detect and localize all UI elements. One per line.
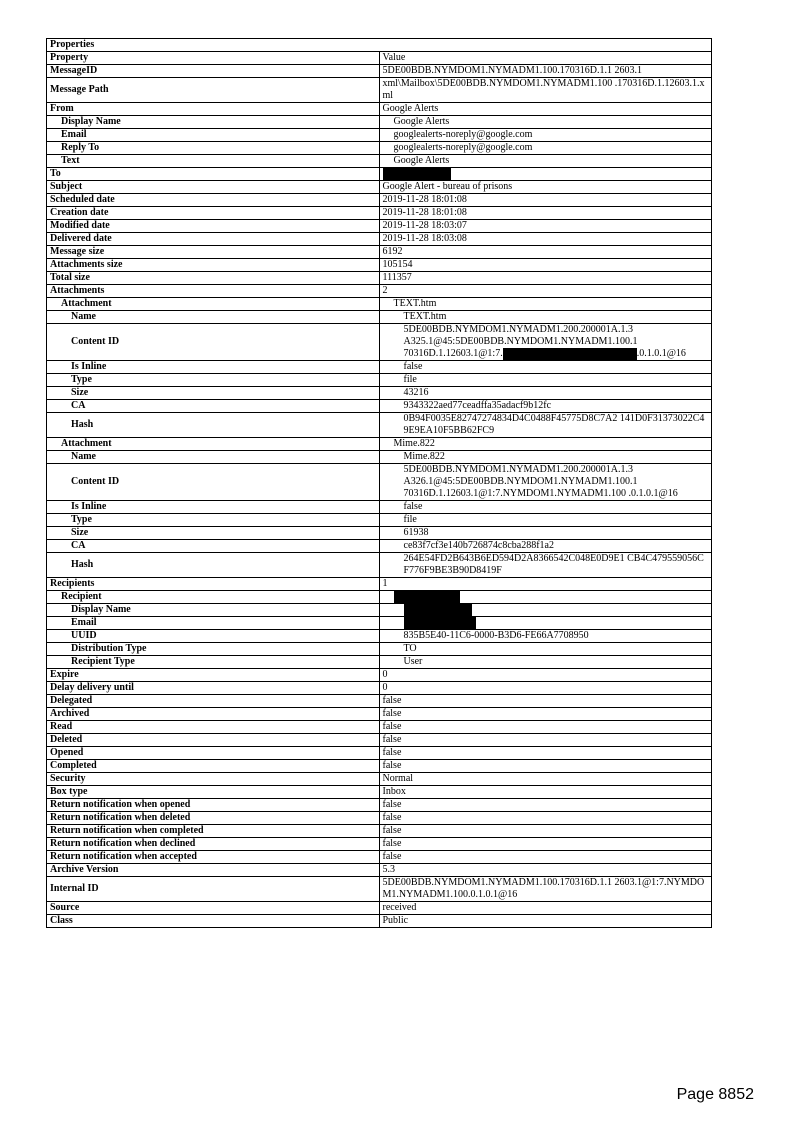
- property-value-text: false: [403, 361, 423, 372]
- property-value: [379, 374, 712, 387]
- property-key: Read: [47, 721, 380, 734]
- property-row: [47, 604, 712, 617]
- property-value-text: Google Alert - bureau of prisons: [382, 181, 513, 192]
- value-line-text: 5DE00BDB.NYMDOM1.NYMADM1.200.200001A.1.3: [403, 324, 633, 335]
- property-key: Class: [47, 915, 380, 928]
- property-row: [47, 501, 712, 514]
- property-key: Attachments: [47, 285, 380, 298]
- property-key: Attachment: [47, 298, 380, 311]
- property-key: Internal ID: [47, 877, 380, 902]
- redaction-bar: [394, 591, 460, 603]
- property-row: [47, 142, 712, 155]
- property-row: [47, 155, 712, 168]
- property-value-text: 0B94F0035E82747274834D4C0488F45775D8C7A2 141D0F31373022C49E9EA10F5BB62FC9: [403, 413, 705, 436]
- property-row: [47, 65, 712, 78]
- property-value-text: 43216: [403, 387, 429, 398]
- property-value: [379, 695, 712, 708]
- property-key: CA: [47, 400, 380, 413]
- property-key: Is Inline: [47, 501, 380, 514]
- property-value: [379, 413, 712, 438]
- property-key: Email: [47, 617, 380, 630]
- value-line-tail: .0.1.0.1@16: [636, 348, 686, 359]
- property-value: [379, 747, 712, 760]
- property-value: [379, 708, 712, 721]
- property-key: Size: [47, 387, 380, 400]
- property-key: Attachments size: [47, 259, 380, 272]
- property-value-text: Mime.822: [403, 451, 445, 462]
- property-value-text: false: [382, 747, 402, 758]
- property-value: [379, 825, 712, 838]
- property-key: Return notification when deleted: [47, 812, 380, 825]
- property-value: [379, 298, 712, 311]
- property-row: [47, 838, 712, 851]
- property-value-text: received: [382, 902, 417, 913]
- property-value-text: file: [403, 514, 417, 525]
- property-value: [379, 578, 712, 591]
- property-row: [47, 116, 712, 129]
- property-value-text: false: [382, 695, 402, 706]
- property-value: [379, 400, 712, 413]
- property-row: [47, 514, 712, 527]
- property-row: [47, 246, 712, 259]
- property-value: [379, 181, 712, 194]
- property-value: [379, 361, 712, 374]
- property-row: [47, 103, 712, 116]
- redaction-bar: [503, 348, 637, 360]
- property-row: [47, 864, 712, 877]
- property-row: [47, 851, 712, 864]
- property-key: From: [47, 103, 380, 116]
- property-row: [47, 78, 712, 103]
- property-value-text: 5.3: [382, 864, 395, 875]
- property-key: Delay delivery until: [47, 682, 380, 695]
- property-value-text: Google Alerts: [393, 155, 450, 166]
- property-value: [379, 902, 712, 915]
- property-row: [47, 272, 712, 285]
- property-row: [47, 311, 712, 324]
- property-value: [379, 116, 712, 129]
- property-value: [379, 501, 712, 514]
- property-key: Hash: [47, 553, 380, 578]
- property-row: [47, 799, 712, 812]
- property-key: Content ID: [47, 464, 380, 501]
- property-value: [379, 553, 712, 578]
- property-key: Box type: [47, 786, 380, 799]
- property-key: Recipient Type: [47, 656, 380, 669]
- property-row: [47, 708, 712, 721]
- property-value: [379, 464, 712, 501]
- property-row: [47, 540, 712, 553]
- property-value: [379, 773, 712, 786]
- property-value: [379, 604, 712, 617]
- property-value-text: User: [403, 656, 423, 667]
- property-value-text: 6192: [382, 246, 403, 257]
- property-key: Archived: [47, 708, 380, 721]
- property-row: [47, 181, 712, 194]
- property-row: [47, 630, 712, 643]
- property-row: [47, 825, 712, 838]
- redaction-bar: [383, 168, 451, 180]
- page-number: Page 8852: [676, 1086, 754, 1103]
- property-key: Email: [47, 129, 380, 142]
- property-row: [47, 760, 712, 773]
- property-key: Is Inline: [47, 361, 380, 374]
- property-value-text: 264E54FD2B643B6ED594D2A8366542C048E0D9E1 CB4C479559056CF776F9BE3B90D8419F: [403, 553, 704, 576]
- property-key: Recipient: [47, 591, 380, 604]
- property-value-text: TEXT.htm: [393, 298, 437, 309]
- property-key: Name: [47, 451, 380, 464]
- property-key: Message size: [47, 246, 380, 259]
- property-value: [379, 734, 712, 747]
- redaction-bar: [404, 617, 476, 629]
- property-row: [47, 324, 712, 361]
- property-value: [379, 877, 712, 902]
- property-value-text: false: [382, 734, 402, 745]
- property-value-text: Inbox: [382, 786, 406, 797]
- property-key: Property: [47, 52, 380, 65]
- property-value-text: 0: [382, 682, 388, 693]
- property-value: [379, 194, 712, 207]
- property-row: [47, 361, 712, 374]
- property-value-text: 105154: [382, 259, 413, 270]
- property-row: [47, 877, 712, 902]
- property-value-text: false: [382, 812, 402, 823]
- property-value: [379, 168, 712, 181]
- property-value-text: googlealerts-noreply@google.com: [393, 129, 533, 140]
- property-row: [47, 220, 712, 233]
- property-key: CA: [47, 540, 380, 553]
- property-row: [47, 578, 712, 591]
- property-value: [379, 78, 712, 103]
- property-value-text: false: [382, 799, 402, 810]
- property-value: [379, 721, 712, 734]
- property-value-text: 835B5E40-11C6-0000-B3D6-FE66A7708950: [403, 630, 589, 641]
- property-key: Recipients: [47, 578, 380, 591]
- property-key: Display Name: [47, 116, 380, 129]
- property-key: Subject: [47, 181, 380, 194]
- property-value: [379, 311, 712, 324]
- property-key: Type: [47, 514, 380, 527]
- property-value: [379, 591, 712, 604]
- property-key: Name: [47, 311, 380, 324]
- property-value: [379, 142, 712, 155]
- redaction-bar: [404, 604, 472, 616]
- property-row: [47, 233, 712, 246]
- property-value: [379, 438, 712, 451]
- property-value: [379, 514, 712, 527]
- property-value-text: Mime.822: [393, 438, 435, 449]
- property-key: Completed: [47, 760, 380, 773]
- property-value: [379, 324, 712, 361]
- value-line: [404, 464, 709, 476]
- property-key: Hash: [47, 413, 380, 438]
- property-key: Return notification when opened: [47, 799, 380, 812]
- property-key: Deleted: [47, 734, 380, 747]
- property-row: [47, 129, 712, 142]
- property-row: [47, 298, 712, 311]
- property-value: [379, 259, 712, 272]
- property-value-text: false: [382, 760, 402, 771]
- property-value: [379, 760, 712, 773]
- property-row: [47, 168, 712, 181]
- property-row: [47, 902, 712, 915]
- property-key: Delegated: [47, 695, 380, 708]
- property-row: [47, 591, 712, 604]
- value-line: [404, 476, 709, 488]
- value-line: [404, 336, 709, 348]
- property-value: [379, 669, 712, 682]
- property-row: [47, 387, 712, 400]
- property-row: [47, 747, 712, 760]
- property-key: Opened: [47, 747, 380, 760]
- value-line-text: 70316D.1.12603.1@1:7.NYMDOM1.NYMADM1.100 .0.1.0.1@16: [403, 488, 678, 499]
- property-value-text: file: [403, 374, 417, 385]
- property-key: Modified date: [47, 220, 380, 233]
- property-key: Content ID: [47, 324, 380, 361]
- property-value-text: xml\Mailbox\5DE00BDB.NYMDOM1.NYMADM1.100 .170316D.1.12603.1.xml: [382, 78, 705, 101]
- value-line: [404, 348, 709, 360]
- property-value-text: Value: [382, 52, 406, 63]
- value-line-text: 70316D.1.12603.1@1:7.: [403, 348, 503, 359]
- property-value-text: 2: [382, 285, 388, 296]
- property-key: Return notification when accepted: [47, 851, 380, 864]
- property-value-text: 1: [382, 578, 388, 589]
- property-key: Scheduled date: [47, 194, 380, 207]
- property-key: Return notification when declined: [47, 838, 380, 851]
- property-row: [47, 451, 712, 464]
- property-row: [47, 413, 712, 438]
- property-value: [379, 915, 712, 928]
- property-value: [379, 812, 712, 825]
- property-key: Reply To: [47, 142, 380, 155]
- property-value: [379, 682, 712, 695]
- property-value: [379, 272, 712, 285]
- property-value-text: Normal: [382, 773, 414, 784]
- property-key: Creation date: [47, 207, 380, 220]
- property-value: [379, 220, 712, 233]
- property-row: [47, 643, 712, 656]
- property-row: [47, 786, 712, 799]
- property-value: [379, 52, 712, 65]
- property-value-text: 5DE00BDB.NYMDOM1.NYMADM1.100.170316D.1.1 2603.1: [382, 65, 642, 76]
- property-value-text: 61938: [403, 527, 429, 538]
- properties-body: [47, 39, 712, 928]
- property-value: [379, 851, 712, 864]
- property-row: [47, 259, 712, 272]
- property-value-text: false: [382, 838, 402, 849]
- property-value: [379, 65, 712, 78]
- property-value: [379, 786, 712, 799]
- property-value: [379, 129, 712, 142]
- property-key: UUID: [47, 630, 380, 643]
- property-row: [47, 773, 712, 786]
- property-key: Size: [47, 527, 380, 540]
- property-value-text: TEXT.htm: [403, 311, 447, 322]
- property-key: Security: [47, 773, 380, 786]
- property-value: [379, 233, 712, 246]
- property-key: Distribution Type: [47, 643, 380, 656]
- value-line: [404, 324, 709, 336]
- table-title: Properties: [47, 39, 712, 52]
- property-value: [379, 387, 712, 400]
- property-key: Type: [47, 374, 380, 387]
- property-key: Text: [47, 155, 380, 168]
- properties-table: [46, 38, 712, 928]
- value-line-text: A326.1@45:5DE00BDB.NYMDOM1.NYMADM1.100.1: [403, 476, 638, 487]
- value-line: [404, 488, 709, 500]
- property-value: [379, 864, 712, 877]
- property-key: Archive Version: [47, 864, 380, 877]
- property-value: [379, 285, 712, 298]
- property-value-text: ce83f7cf3e140b726874c8cba288f1a2: [403, 540, 554, 551]
- property-value: [379, 207, 712, 220]
- property-value-text: googlealerts-noreply@google.com: [393, 142, 533, 153]
- property-value: [379, 630, 712, 643]
- value-line-text: A325.1@45:5DE00BDB.NYMDOM1.NYMADM1.100.1: [403, 336, 638, 347]
- property-value: [379, 540, 712, 553]
- property-row: [47, 207, 712, 220]
- property-value: [379, 451, 712, 464]
- property-value-text: 0: [382, 669, 388, 680]
- property-key: Attachment: [47, 438, 380, 451]
- property-key: Display Name: [47, 604, 380, 617]
- property-value-text: false: [382, 708, 402, 719]
- property-value-text: 9343322aed77ceadffa35adacf9b12fc: [403, 400, 552, 411]
- property-value-text: 2019-11-28 18:03:08: [382, 233, 467, 244]
- property-row: [47, 464, 712, 501]
- property-key: To: [47, 168, 380, 181]
- property-row: [47, 695, 712, 708]
- property-row: [47, 617, 712, 630]
- property-row: [47, 438, 712, 451]
- property-value: [379, 103, 712, 116]
- property-row: [47, 400, 712, 413]
- property-row: [47, 194, 712, 207]
- property-row: [47, 682, 712, 695]
- property-value-text: false: [382, 721, 402, 732]
- property-key: Expire: [47, 669, 380, 682]
- property-row: [47, 374, 712, 387]
- property-row: [47, 734, 712, 747]
- property-row: [47, 527, 712, 540]
- property-value-text: false: [382, 825, 402, 836]
- property-key: Source: [47, 902, 380, 915]
- property-value-text: Public: [382, 915, 409, 926]
- property-value-text: 2019-11-28 18:01:08: [382, 207, 467, 218]
- property-key: Message Path: [47, 78, 380, 103]
- property-row: [47, 721, 712, 734]
- property-key: Total size: [47, 272, 380, 285]
- property-value: [379, 799, 712, 812]
- property-value-text: Google Alerts: [382, 103, 439, 114]
- table-title-row: [47, 39, 712, 52]
- property-value-text: 2019-11-28 18:01:08: [382, 194, 467, 205]
- property-value-text: false: [382, 851, 402, 862]
- property-row: [47, 285, 712, 298]
- property-key: Return notification when completed: [47, 825, 380, 838]
- property-row: [47, 553, 712, 578]
- property-value-text: 2019-11-28 18:03:07: [382, 220, 467, 231]
- property-value: [379, 643, 712, 656]
- property-value: [379, 155, 712, 168]
- property-row: [47, 915, 712, 928]
- property-row: [47, 669, 712, 682]
- property-key: MessageID: [47, 65, 380, 78]
- property-value-text: TO: [403, 643, 417, 654]
- property-value: [379, 656, 712, 669]
- property-value: [379, 246, 712, 259]
- property-value-text: false: [403, 501, 423, 512]
- property-value: [379, 527, 712, 540]
- property-value: [379, 617, 712, 630]
- property-row: [47, 52, 712, 65]
- property-value-text: Google Alerts: [393, 116, 450, 127]
- property-value-text: 5DE00BDB.NYMDOM1.NYMADM1.100.170316D.1.1 2603.1@1:7.NYMDOM1.NYMADM1.100.0.1.0.1@16: [382, 877, 705, 900]
- property-value-text: 111357: [382, 272, 412, 283]
- property-row: [47, 812, 712, 825]
- property-key: Delivered date: [47, 233, 380, 246]
- value-line-text: 5DE00BDB.NYMDOM1.NYMADM1.200.200001A.1.3: [403, 464, 633, 475]
- property-row: [47, 656, 712, 669]
- property-value: [379, 838, 712, 851]
